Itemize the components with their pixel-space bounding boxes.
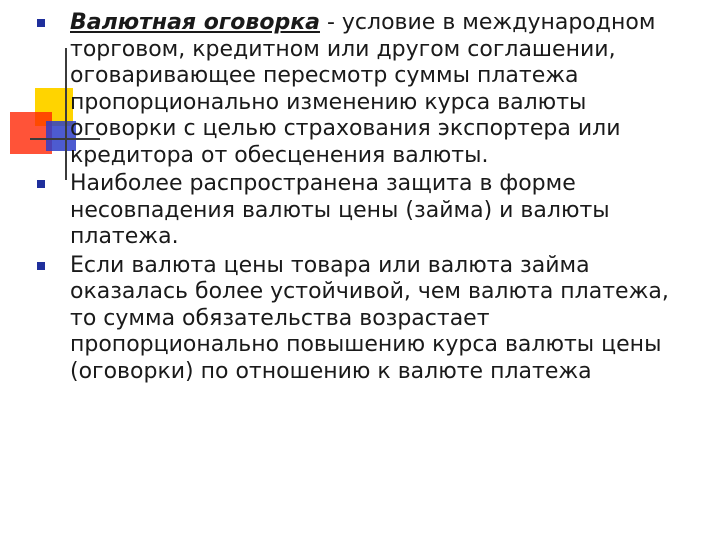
list-item bbox=[0, 10, 720, 169]
list-item bbox=[0, 253, 720, 386]
definition-term: Валютная оговорка bbox=[70, 10, 320, 35]
definition-text: - условие в международном торговом, кредитном или другом соглашении, оговаривающее пересмотр суммы платежа пропорционально изменению курса валюты оговорки с целью страхования экспортера или кредитора от обесценения валюты. bbox=[70, 10, 656, 168]
bullet-text: Если валюта цены товара или валюта займа оказалась более устойчивой, чем валюта платежа, то сумма обязательства возрастает пропорционально повышению курса валюты цены (оговорки) по отношению к валюте платежа bbox=[70, 252, 669, 384]
bullet-marker-icon bbox=[37, 262, 45, 270]
bullet-text: Наиболее распространена защита в форме несовпадения валюты цены (займа) и валюты платежа. bbox=[70, 171, 610, 249]
bullet-marker-icon bbox=[37, 19, 45, 27]
bullet-marker-icon bbox=[37, 180, 45, 188]
slide-content bbox=[0, 10, 720, 385]
bullet-list bbox=[0, 10, 720, 385]
list-item bbox=[0, 171, 720, 251]
